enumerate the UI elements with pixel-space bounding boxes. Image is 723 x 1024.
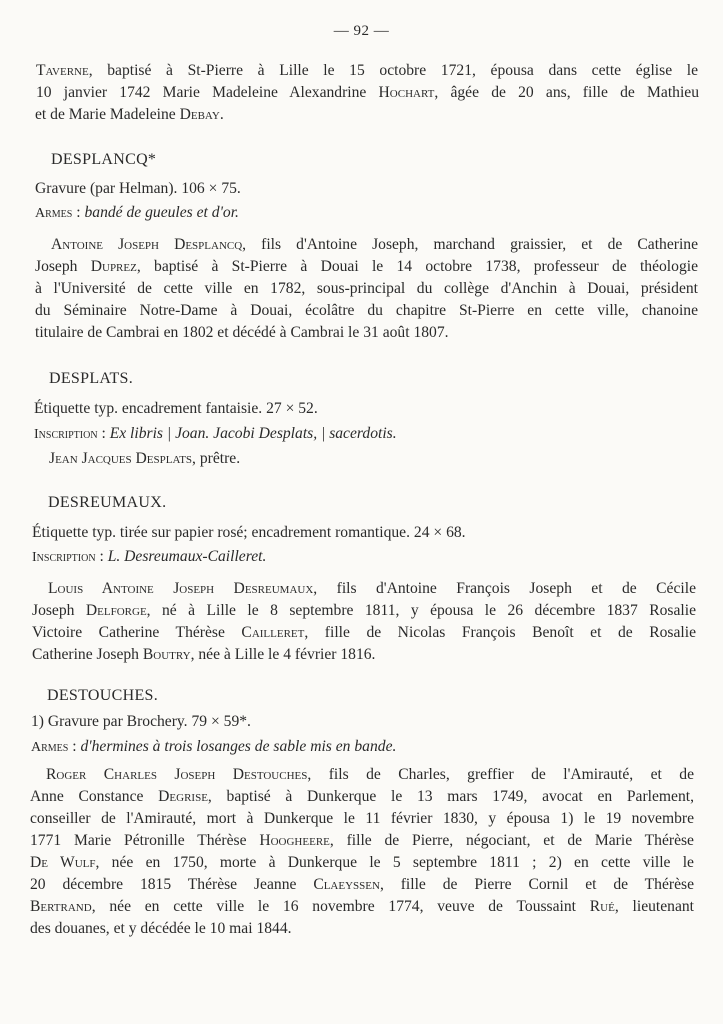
entry-description: Gravure (par Helman). 106 × 75. (35, 180, 241, 197)
entry-description: Étiquette typ. tirée sur papier rosé; encadrement romantique. 24 × 68. (32, 524, 466, 541)
name: Louis Antoine Joseph Desreumaux (48, 580, 314, 597)
text-run: , baptisé à St-Pierre à Lille le 15 octobre 1721, épousa dans cette église le (88, 62, 698, 79)
text-run: Anne Constance (30, 788, 159, 805)
surname: Bertrand (30, 898, 92, 915)
text-run: du Séminaire Notre-Dame à Douai, écolâtre du chapitre St-Pierre en cette ville, chanoine (35, 302, 698, 319)
label-text: Ex libris | Joan. Jacobi Desplats, | sacerdotis. (109, 425, 397, 442)
entry-label-line: Inscription : Ex libris | Joan. Jacobi Desplats, | sacerdotis. (34, 425, 397, 442)
surname: Duprez (90, 258, 137, 275)
bio-line (49, 449, 240, 469)
intro-line-3 (35, 105, 224, 125)
label: Inscription (34, 427, 98, 442)
surname: Hoogheere (259, 832, 330, 849)
label-text: bandé de gueules et d'or. (84, 204, 239, 221)
text-run: . (219, 106, 224, 123)
name: Roger Charles Joseph Destouches (46, 766, 308, 783)
text-run: , fils d'Antoine François Joseph et de Cécile (313, 580, 696, 597)
bio-line (32, 623, 696, 643)
bio-line (30, 853, 694, 873)
label: Armes (35, 206, 73, 221)
text-run: conseiller de l'Amirauté, mort à Dunkerque le 11 février 1830, y épousa 1) le 19 novembre (30, 810, 694, 827)
bio-line (35, 257, 698, 277)
text-run: , né à Lille le 8 septembre 1811, y épousa le 26 décembre 1837 Rosalie (146, 602, 696, 619)
bio-line (48, 579, 696, 599)
entry-description: 1) Gravure par Brochery. 79 × 59*. (31, 713, 251, 730)
text-run: à l'Université de cette ville en 1782, sous-principal du collège d'Anchin à Douai, président (35, 280, 698, 297)
text-run: , baptisé à Dunkerque le 13 mars 1749, avocat en Parlement, (207, 788, 695, 805)
name: Jean Jacques Desplats (49, 450, 193, 467)
bio-line (30, 919, 292, 939)
text-run: , prêtre. (192, 450, 241, 467)
name: Antoine Joseph Desplancq (51, 236, 243, 253)
label-text: d'hermines à trois losanges de sable mis en bande. (80, 738, 397, 755)
text-run: des douanes, et y décédée le 10 mai 1844. (30, 920, 292, 937)
intro-line-1 (36, 61, 698, 81)
surname: Degrise (158, 788, 208, 805)
entry-label-line: Armes : bandé de gueules et d'or. (35, 204, 239, 221)
surname: Claeyssen (313, 876, 380, 893)
bio-line (30, 809, 694, 829)
surname: Rué (589, 898, 615, 915)
bio-line (32, 601, 696, 621)
text-run: Catherine Joseph (32, 646, 143, 663)
entry-heading: DESPLATS. (49, 370, 134, 387)
bio-line (35, 323, 449, 343)
text-run: Joseph (35, 258, 91, 275)
text-run: , née en cette ville le 16 novembre 1774, veuve de Toussaint (91, 898, 590, 915)
text-run: , âgée de 20 ans, fille de Mathieu (434, 84, 700, 101)
bio-line (51, 235, 698, 255)
entry-label-line: Inscription : L. Desreumaux-Cailleret. (32, 548, 267, 565)
bio-line (30, 787, 694, 807)
text-run: Joseph (32, 602, 86, 619)
bio-line (35, 279, 698, 299)
text-run: , fille de Nicolas François Benoît et de Rosalie (304, 624, 696, 641)
entry-description: Étiquette typ. encadrement fantaisie. 27 × 52. (34, 400, 318, 417)
text-run: , fils de Charles, greffier de l'Amirauté, et de (307, 766, 695, 783)
bio-line (32, 645, 375, 665)
bio-line (46, 765, 694, 785)
surname: Hochart (378, 84, 435, 101)
bio-line (30, 831, 694, 851)
surname: Boutry (142, 646, 191, 663)
text-run: , lieutenant (614, 898, 695, 915)
label: Inscription (32, 550, 96, 565)
text-run: titulaire de Cambrai en 1802 et décédé à Cambrai le 31 août 1807. (35, 324, 449, 341)
text-run: 1771 Marie Pétronille Thérèse (30, 832, 260, 849)
entry-heading: DESREUMAUX. (48, 494, 167, 511)
surname: Delforge (85, 602, 147, 619)
text-run: , fils d'Antoine Joseph, marchand graissier, et de Catherine (242, 236, 698, 253)
text-run: 10 janvier 1742 Marie Madeleine Alexandrine (36, 84, 379, 101)
surname: De Wulf (30, 854, 96, 871)
bio-line (35, 301, 698, 321)
bio-line (30, 875, 694, 895)
surname: Cailleret (241, 624, 305, 641)
entry-label-line: Armes : d'hermines à trois losanges de sable mis en bande. (31, 738, 397, 755)
entry-heading: DESTOUCHES. (47, 687, 159, 704)
intro-line-2 (36, 83, 699, 103)
label: Armes (31, 740, 69, 755)
text-run: 20 décembre 1815 Thérèse Jeanne (30, 876, 314, 893)
text-run: et de Marie Madeleine (35, 106, 180, 123)
entry-heading: DESPLANCQ* (51, 151, 157, 168)
page-number: — 92 — (333, 23, 390, 39)
text-run: , fille de Pierre Cornil et de Thérèse (379, 876, 695, 893)
text-run: , baptisé à St-Pierre à Douai le 14 octobre 1738, professeur de théologie (136, 258, 698, 275)
text-run: , fille de Pierre, négociant, et de Marie Thérèse (329, 832, 694, 849)
surname: Debay (179, 106, 220, 123)
text-run: Victoire Catherine Thérèse (32, 624, 242, 641)
bio-line (30, 897, 694, 917)
text-run: , née à Lille le 4 février 1816. (190, 646, 376, 663)
text-run: , née en 1750, morte à Dunkerque le 5 septembre 1811 ; 2) en cette ville le (95, 854, 694, 871)
surname: Taverne (36, 62, 89, 79)
label-text: L. Desreumaux-Cailleret. (107, 548, 267, 565)
